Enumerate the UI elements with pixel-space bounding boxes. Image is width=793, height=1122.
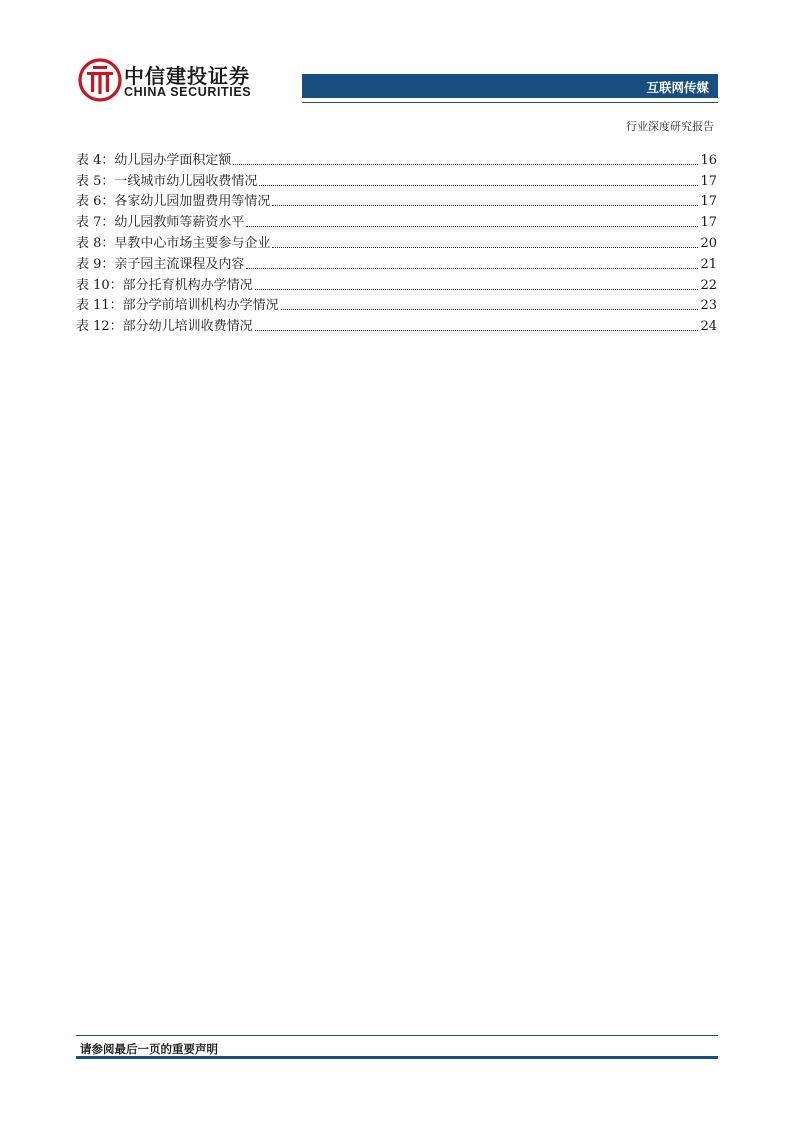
toc-entry[interactable] [76,169,717,190]
footer-divider [76,1035,718,1036]
toc-entry-page: 21 [700,256,717,272]
company-logo [78,58,254,102]
footer-disclaimer: 请参阅最后一页的重要声明 [80,1042,218,1056]
sector-title: 互联网传媒 [646,80,709,95]
logo-english-name: CHINA SECURITIES [124,85,252,99]
footer-bar [76,1056,718,1059]
toc-entry-page: 17 [700,215,717,231]
toc-entry-label: 表 9：亲子园主流课程及内容 [76,256,245,272]
report-type: 行业深度研究报告 [626,120,714,133]
header-divider [302,102,718,103]
toc-entry[interactable] [76,231,717,252]
toc-entry-page: 17 [700,173,717,189]
toc-leader-dots [246,225,698,227]
toc-entry[interactable] [76,273,717,294]
toc-leader-dots [246,267,698,269]
citic-logo-icon [78,58,122,102]
toc-entry-page: 23 [700,298,717,314]
sector-banner [302,74,718,98]
toc-entry-label: 表 4：幼儿园办学面积定额 [76,152,232,168]
toc-entry-page: 16 [700,152,717,168]
toc-entry-label: 表 12：部分幼儿培训收费情况 [76,319,253,335]
toc-entry-label: 表 5：一线城市幼儿园收费情况 [76,173,258,189]
toc-entry[interactable] [76,294,717,315]
table-of-contents [76,148,717,335]
toc-entry-label: 表 8：早教中心市场主要参与企业 [76,235,271,251]
toc-entry[interactable] [76,148,717,169]
logo-chinese-name: 中信建投证券 [124,64,250,88]
toc-entry[interactable] [76,190,717,211]
toc-entry-page: 20 [700,235,717,251]
toc-entry-page: 22 [700,277,717,293]
toc-entry[interactable] [76,252,717,273]
toc-entry-page: 24 [700,319,717,335]
toc-entry-label: 表 6：各家幼儿园加盟费用等情况 [76,194,271,210]
toc-leader-dots [255,288,699,290]
toc-leader-dots [255,329,699,331]
toc-leader-dots [272,246,698,248]
toc-entry-page: 17 [700,194,717,210]
toc-leader-dots [272,204,698,206]
toc-leader-dots [233,163,698,165]
toc-leader-dots [259,184,698,186]
toc-entry[interactable] [76,210,717,231]
toc-entry-label: 表 11：部分学前培训机构办学情况 [76,298,279,314]
toc-entry-label: 表 10：部分托育机构办学情况 [76,277,253,293]
toc-entry-label: 表 7：幼儿园教师等薪资水平 [76,215,245,231]
toc-leader-dots [281,308,699,310]
toc-entry[interactable] [76,314,717,335]
